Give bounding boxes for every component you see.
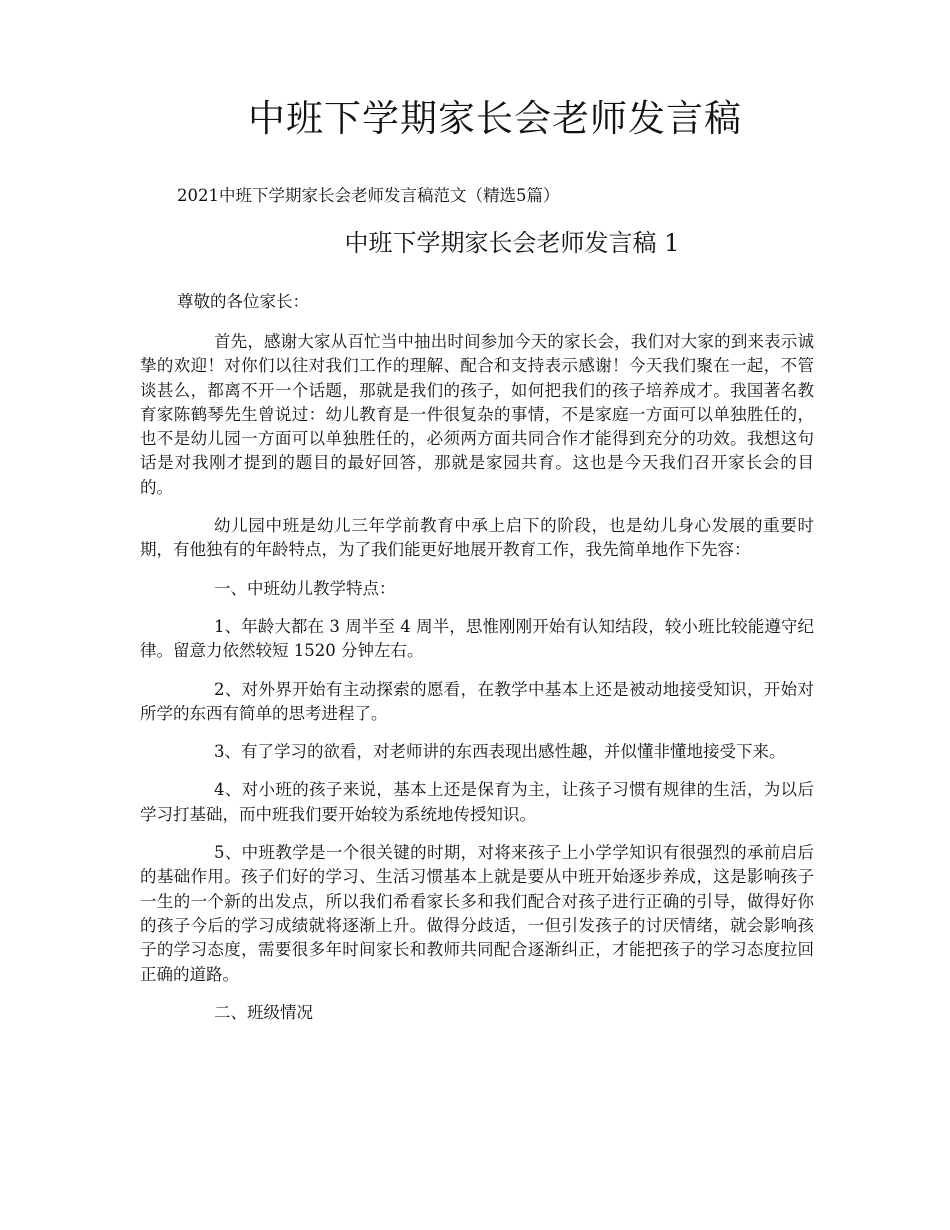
section-heading: 中班下学期家长会老师发言稿 1	[344, 229, 680, 257]
list-item: 2、对外界开始有主动探索的愿看，在教学中基本上还是被动地接受知识，开始对所学的东西有简单的思考进程了。	[140, 679, 814, 723]
document-subtitle: 2021中班下学期家长会老师发言稿范文（精选5篇）	[177, 186, 560, 205]
paragraph: 幼儿园中班是幼儿三年学前教育中承上启下的阶段，也是幼儿身心发展的重要时期，有他独有的年龄特点，为了我们能更好地展开教育工作，我先简单地作下先容：	[140, 516, 814, 560]
list-item: 5、中班教学是一个很关键的时期，对将来孩子上小学学知识有很强烈的承前启后的基础作用。孩子们好的学习、生活习惯基本上就是要从中班开始逐步养成，这是影响孩子一生的一个新的出发点，所以我们希看家长多和我们配合对孩子进行正确的引导，做得好你的孩子今后的学习成绩就将逐渐上升。做得分歧适，一但引发孩子的讨厌情绪，就会影响孩子的学习态度，需要很多年时间家长和教师共同配合逐渐纠正，才能把孩子的学习态度拉回正确的道路。	[140, 843, 814, 984]
list-heading: 二、班级情况	[214, 1002, 313, 1022]
document-body	[140, 330, 814, 1039]
list-item: 3、有了学习的欲看，对老师讲的东西表现出感性趣，并似懂非懂地接受下来。	[214, 742, 786, 762]
salutation: 尊敬的各位家长：	[177, 292, 309, 311]
list-item: 4、对小班的孩子来说，基本上还是保育为主，让孩子习惯有规律的生活，为以后学习打基础，而中班我们要开始较为系统地传授知识。	[140, 780, 814, 824]
list-heading: 一、中班幼儿教学特点：	[214, 578, 396, 598]
paragraph: 首先，感谢大家从百忙当中抽出时间参加今天的家长会，我们对大家的到来表示诚挚的欢迎！对你们以往对我们工作的理解、配合和支持表示感谢！今天我们聚在一起，不管谈甚么，都离不开一个话题，那就是我们的孩子，如何把我们的孩子培养成才。我国著名教育家陈鹤琴先生曾说过：幼儿教育是一件很复杂的事情，不是家庭一方面可以单独胜任的，也不是幼儿园一方面可以单独胜任的，必须两方面共同合作才能得到充分的功效。我想这句话是对我刚才提到的题目的最好回答，那就是家园共育。这也是今天我们召开家长会的目的。	[140, 332, 814, 497]
document-title: 中班下学期家长会老师发言稿	[248, 97, 742, 140]
list-item: 1、年龄大都在 3 周半至 4 周半，思惟刚刚开始有认知结段，较小班比较能遵守纪律。留意力依然较短 1520 分钟左右。	[140, 616, 814, 661]
